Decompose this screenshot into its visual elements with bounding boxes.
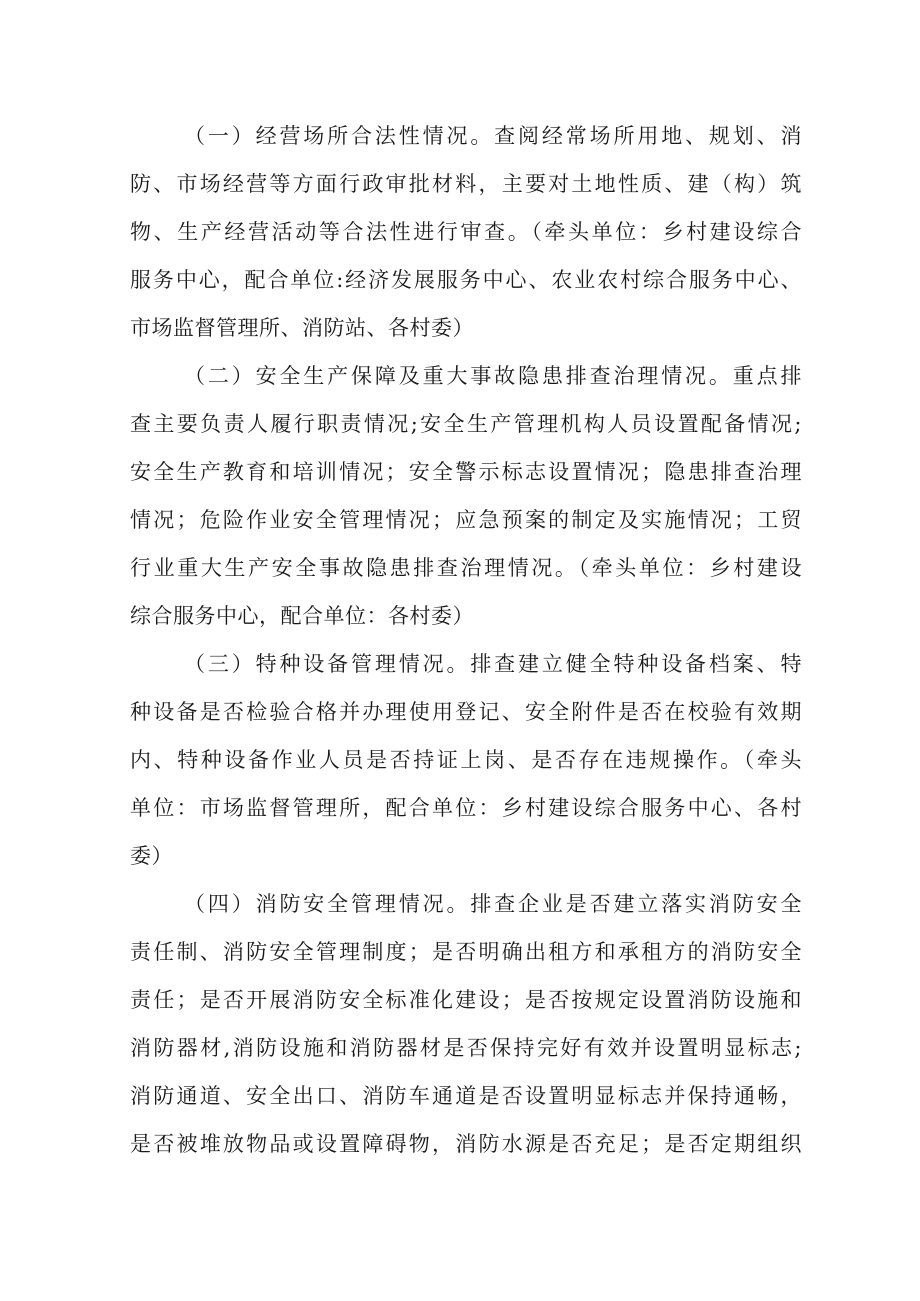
paragraph-4 <box>130 880 802 1168</box>
text-line: 单位：市场监督管理所，配合单位：乡村建设综合服务中心、各村 <box>130 796 802 820</box>
text-line: 是否被堆放物品或设置障碍物，消防水源是否充足；是否定期组织 <box>130 1132 802 1156</box>
text-line: 责任；是否开展消防安全标准化建设；是否按规定设置消防设施和 <box>130 988 802 1012</box>
text-line: 情况；危险作业安全管理情况；应急预案的制定及实施情况；工贸 <box>130 508 802 532</box>
text-line: 市场监督管理所、消防站、各村委） <box>130 316 474 340</box>
paragraph-3 <box>130 640 802 880</box>
document-body <box>130 112 802 1168</box>
text-line: （四）消防安全管理情况。排查企业是否建立落实消防安全 <box>184 892 802 916</box>
text-line: 责任制、消防安全管理制度；是否明确出租方和承租方的消防安全 <box>130 940 802 964</box>
text-line: 行业重大生产安全事故隐患排查治理情况。（牵头单位：乡村建设 <box>130 556 802 580</box>
text-line: 防、市场经营等方面行政审批材料，主要对土地性质、建（构）筑 <box>130 172 802 196</box>
text-line: 服务中心，配合单位:经济发展服务中心、农业农村综合服务中心、 <box>130 268 802 292</box>
text-line: （一）经营场所合法性情况。查阅经常场所用地、规划、消 <box>184 124 802 148</box>
text-line: 物、生产经营活动等合法性进行审查。（牵头单位：乡村建设综合 <box>130 220 802 244</box>
text-line: 消防器材,消防设施和消防器材是否保持完好有效并设置明显标志; <box>130 1036 802 1060</box>
text-line: 种设备是否检验合格并办理使用登记、安全附件是否在校验有效期 <box>130 700 802 724</box>
text-line: 消防通道、安全出口、消防车通道是否设置明显标志并保持通畅， <box>130 1084 802 1108</box>
paragraph-2 <box>130 352 802 640</box>
text-line: 查主要负责人履行职责情况;安全生产管理机构人员设置配备情况; <box>130 412 802 436</box>
text-line: 综合服务中心，配合单位：各村委） <box>130 604 474 628</box>
text-line: 委） <box>130 844 173 868</box>
paragraph-1 <box>130 112 802 352</box>
text-line: 内、特种设备作业人员是否持证上岗、是否存在违规操作。（牵头 <box>130 748 802 772</box>
text-line: （三）特种设备管理情况。排查建立健全特种设备档案、特 <box>184 652 802 676</box>
text-line: （二）安全生产保障及重大事故隐患排查治理情况。重点排 <box>184 364 802 388</box>
text-line: 安全生产教育和培训情况；安全警示标志设置情况；隐患排查治理 <box>130 460 802 484</box>
